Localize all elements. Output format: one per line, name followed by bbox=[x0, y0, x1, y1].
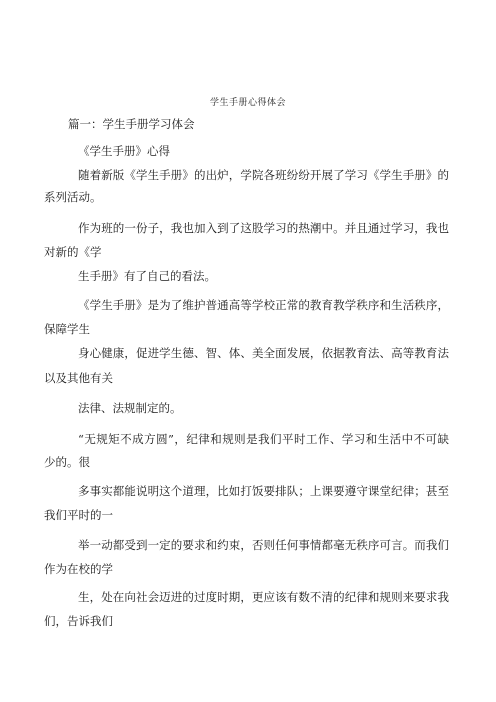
text-line: 系列活动。 bbox=[44, 190, 102, 204]
text-line: 身心健康，促进学生德、智、体、美全面发展，依据教育法、高等教育法 bbox=[78, 346, 449, 360]
text-line: 《学生手册》是为了维护普通高等学校正常的教育教学秩序和生活秩序， bbox=[78, 298, 449, 312]
text-line: 少的。很 bbox=[44, 455, 90, 469]
document-title: 学生手册心得体会 bbox=[209, 98, 286, 108]
text-line: 多事实都能说明这个道理，比如打饭要排队；上课要遵守课堂纪律；甚至 bbox=[78, 484, 449, 498]
text-line: 随着新版《学生手册》的出炉，学院各班纷纷开展了学习《学生手册》的 bbox=[78, 168, 449, 182]
subheading: 《学生手册》心得 bbox=[78, 144, 170, 158]
text-line: 生手册》有了自己的看法。 bbox=[78, 269, 216, 283]
text-line: 保障学生 bbox=[44, 322, 90, 336]
text-line: 以及其他有关 bbox=[44, 371, 113, 385]
text-line: 们，告诉我们 bbox=[44, 614, 113, 628]
text-line: 举一动都受到一定的要求和约束，否则任何事情都毫无秩序可言。而我们 bbox=[78, 538, 449, 552]
text-line: 我们平时的一 bbox=[44, 508, 113, 522]
section-heading: 篇一：学生手册学习体会 bbox=[68, 117, 195, 131]
text-line: 法律、法规制定的。 bbox=[78, 401, 182, 415]
text-line: 对新的《学 bbox=[44, 245, 102, 259]
text-line: 生，处在向社会迈进的过度时期，更应该有数不清的纪律和规则来要求我 bbox=[78, 590, 449, 604]
text-line: 作为班的一份子，我也加入到了这股学习的热潮中。并且通过学习，我也 bbox=[78, 221, 449, 235]
text-line: “无规矩不成方圆”，纪律和规则是我们平时工作、学习和生活中不可缺 bbox=[78, 432, 449, 446]
text-line: 作为在校的学 bbox=[44, 562, 113, 576]
